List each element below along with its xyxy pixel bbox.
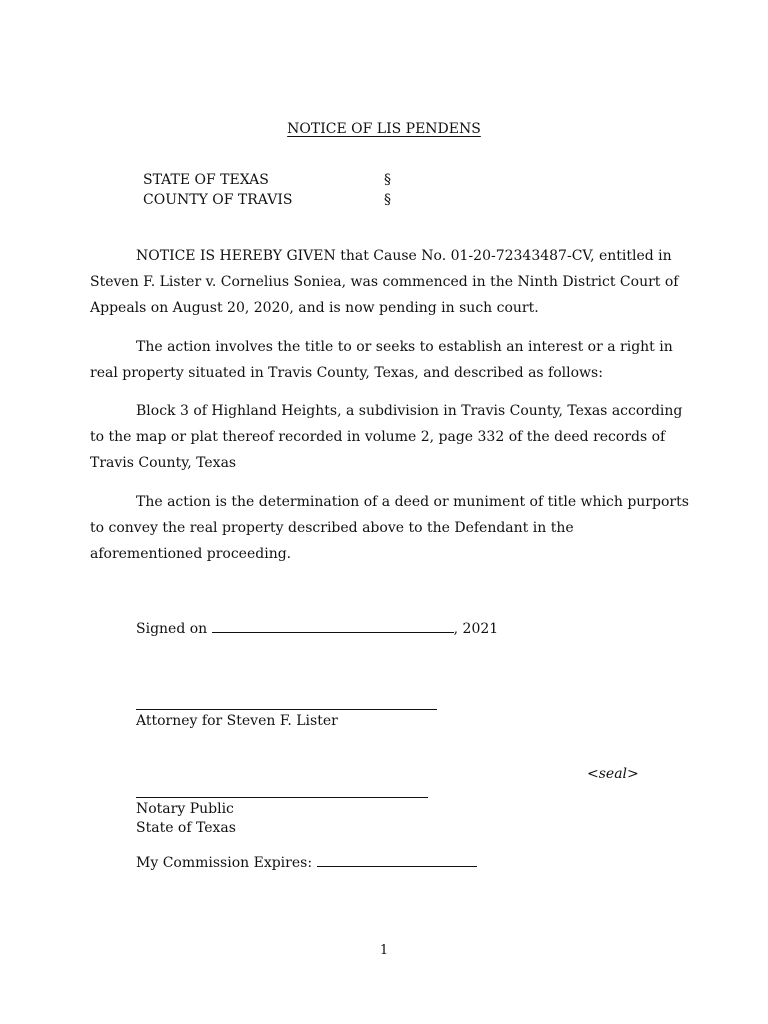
attorney-signature-line[interactable] [136,709,437,710]
paragraph-action-title-text: The action involves the title to or seeks to establish an interest or a right in real property situated in Travis County, Texas, and described as follows: [90,339,673,381]
commission-expires-line [136,855,477,871]
paragraph-action-title [90,334,690,386]
paragraph-notice [90,243,690,321]
paragraph-action-determination [90,489,690,567]
signed-on-line [136,621,498,637]
document-title: NOTICE OF LIS PENDENS [287,121,481,137]
signed-on-suffix: , 2021 [453,621,499,637]
seal-placeholder: <seal> [587,766,639,782]
paragraph-property-description-text: Block 3 of Highland Heights, a subdivision in Travis County, Texas according to the map or plat thereof recorded in volume 2, page 332 of the deed records of Travis County, Texas [90,403,683,471]
caption-county: COUNTY OF TRAVIS [143,192,293,208]
page-number: 1 [379,943,389,958]
paragraph-property-description [90,398,690,476]
caption-section-symbol-1: § [384,172,391,188]
caption-state: STATE OF TEXAS [143,172,269,188]
signed-date-blank[interactable] [212,632,454,633]
signed-on-prefix: Signed on [136,621,208,637]
caption-section-symbol-2: § [384,192,391,208]
paragraph-action-determination-text: The action is the determination of a deed or muniment of title which purports to convey the real property described above to the Defendant in the aforementioned proceeding. [90,494,689,562]
commission-expires-blank[interactable] [317,866,477,867]
paragraph-notice-text: NOTICE IS HEREBY GIVEN that Cause No. 01-20-72343487-CV, entitled in Steven F. Lister v. Cornelius Soniea, was commenced in the Ninth District Court of Appeals on August 20, 2020, and is now pending in such court. [90,248,679,316]
notary-state: State of Texas [136,820,236,836]
commission-expires-label: My Commission Expires: [136,855,313,871]
attorney-label: Attorney for Steven F. Lister [136,713,338,729]
notary-title: Notary Public [136,801,234,817]
notary-signature-line[interactable] [136,797,428,798]
